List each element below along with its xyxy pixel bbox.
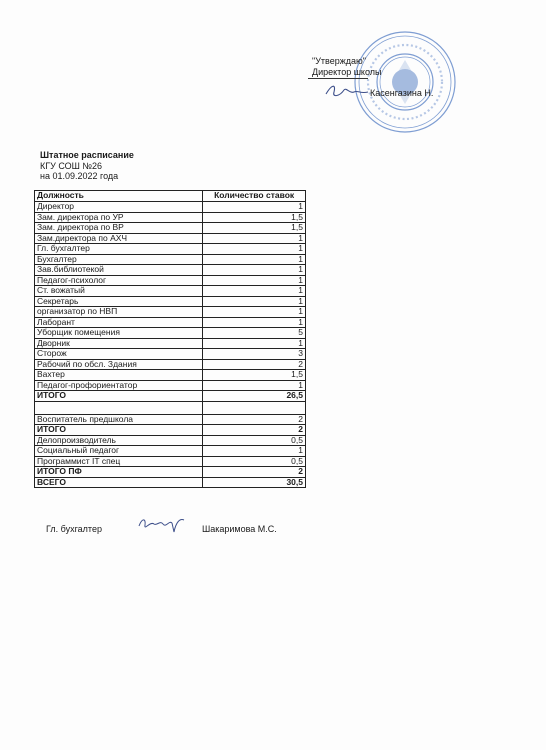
table-row bbox=[35, 477, 306, 488]
table-row bbox=[35, 370, 306, 381]
quantity-cell: 1 bbox=[203, 254, 306, 265]
position-cell: Директор bbox=[35, 202, 203, 213]
quantity-cell: 1,5 bbox=[203, 223, 306, 234]
document-title: Штатное расписание bbox=[40, 150, 134, 160]
quantity-cell: 1,5 bbox=[203, 370, 306, 381]
table-row bbox=[35, 286, 306, 297]
quantity-cell: 1 bbox=[203, 286, 306, 297]
approval-line-1: "Утверждаю" bbox=[312, 56, 366, 66]
table-row bbox=[35, 317, 306, 328]
quantity-cell: 1 bbox=[203, 380, 306, 391]
quantity-cell: 0,5 bbox=[203, 435, 306, 446]
quantity-cell: 2 bbox=[203, 359, 306, 370]
position-cell: Педагог-психолог bbox=[35, 275, 203, 286]
quantity-cell: 1 bbox=[203, 202, 306, 213]
position-cell: Гл. бухгалтер bbox=[35, 244, 203, 255]
quantity-cell: 2 bbox=[203, 425, 306, 436]
header-position: Должность bbox=[35, 191, 203, 202]
table-row bbox=[35, 244, 306, 255]
position-cell: ИТОГО bbox=[35, 391, 203, 402]
position-cell: Зам. директора по ВР bbox=[35, 223, 203, 234]
quantity-cell: 1 bbox=[203, 317, 306, 328]
accountant-signature bbox=[136, 512, 186, 536]
position-cell: Зам.директора по АХЧ bbox=[35, 233, 203, 244]
quantity-cell: 2 bbox=[203, 414, 306, 425]
quantity-cell: 1 bbox=[203, 275, 306, 286]
footer-signature-block bbox=[46, 524, 277, 534]
quantity-cell: 1 bbox=[203, 446, 306, 457]
quantity-cell: 30,5 bbox=[203, 477, 306, 488]
position-cell: ИТОГО ПФ bbox=[35, 467, 203, 478]
table-row bbox=[35, 254, 306, 265]
table-row bbox=[35, 435, 306, 446]
table-row bbox=[35, 401, 306, 414]
quantity-cell bbox=[203, 401, 306, 414]
position-cell: Уборщик помещения bbox=[35, 328, 203, 339]
table-header-row bbox=[35, 191, 306, 202]
table-row bbox=[35, 391, 306, 402]
director-name: Касенгазина Н. bbox=[370, 88, 434, 98]
position-cell: Педагог-профориентатор bbox=[35, 380, 203, 391]
table-row bbox=[35, 359, 306, 370]
quantity-cell: 1 bbox=[203, 265, 306, 276]
table-row bbox=[35, 223, 306, 234]
approval-block bbox=[312, 56, 434, 98]
table-row bbox=[35, 456, 306, 467]
table-row bbox=[35, 414, 306, 425]
table-row bbox=[35, 233, 306, 244]
table-row bbox=[35, 307, 306, 318]
table-row bbox=[35, 338, 306, 349]
table-row bbox=[35, 380, 306, 391]
quantity-cell: 1 bbox=[203, 307, 306, 318]
quantity-cell: 3 bbox=[203, 349, 306, 360]
quantity-cell: 0,5 bbox=[203, 456, 306, 467]
table-row bbox=[35, 328, 306, 339]
position-cell: Зам. директора по УР bbox=[35, 212, 203, 223]
position-cell: Сторож bbox=[35, 349, 203, 360]
position-cell: ВСЕГО bbox=[35, 477, 203, 488]
position-cell bbox=[35, 401, 203, 414]
organization-name: КГУ СОШ №26 bbox=[40, 160, 103, 171]
accountant-role: Гл. бухгалтер bbox=[46, 524, 102, 534]
quantity-cell: 5 bbox=[203, 328, 306, 339]
accountant-name: Шакаримова М.С. bbox=[202, 524, 277, 534]
position-cell: организатор по НВП bbox=[35, 307, 203, 318]
table-row bbox=[35, 212, 306, 223]
quantity-cell: 1 bbox=[203, 338, 306, 349]
position-cell: Ст. вожатый bbox=[35, 286, 203, 297]
document-heading bbox=[40, 150, 134, 182]
director-signature bbox=[322, 80, 370, 102]
table-row bbox=[35, 296, 306, 307]
position-cell: ИТОГО bbox=[35, 425, 203, 436]
table-row bbox=[35, 446, 306, 457]
quantity-cell: 1 bbox=[203, 296, 306, 307]
position-cell: Рабочий по обсл. Здания bbox=[35, 359, 203, 370]
document-date: на 01.09.2022 года bbox=[40, 171, 119, 181]
table-row bbox=[35, 349, 306, 360]
position-cell: Лаборант bbox=[35, 317, 203, 328]
position-cell: Вахтер bbox=[35, 370, 203, 381]
table-row bbox=[35, 425, 306, 436]
position-cell: Зав.библиотекой bbox=[35, 265, 203, 276]
signature-line bbox=[308, 78, 368, 79]
table-row bbox=[35, 265, 306, 276]
position-cell: Делопроизводитель bbox=[35, 435, 203, 446]
position-cell: Дворник bbox=[35, 338, 203, 349]
quantity-cell: 1 bbox=[203, 244, 306, 255]
quantity-cell: 1,5 bbox=[203, 212, 306, 223]
position-cell: Воспитатель предшкола bbox=[35, 414, 203, 425]
quantity-cell: 2 bbox=[203, 467, 306, 478]
position-cell: Секретарь bbox=[35, 296, 203, 307]
position-cell: Социальный педагог bbox=[35, 446, 203, 457]
table-row bbox=[35, 275, 306, 286]
quantity-cell: 1 bbox=[203, 233, 306, 244]
header-quantity: Количество ставок bbox=[203, 191, 306, 202]
position-cell: Бухгалтер bbox=[35, 254, 203, 265]
staff-table bbox=[34, 190, 306, 488]
table-row bbox=[35, 202, 306, 213]
position-cell: Программист IT спец bbox=[35, 456, 203, 467]
table-body bbox=[35, 202, 306, 488]
approval-line-2: Директор школы bbox=[312, 67, 382, 77]
table-row bbox=[35, 467, 306, 478]
quantity-cell: 26,5 bbox=[203, 391, 306, 402]
